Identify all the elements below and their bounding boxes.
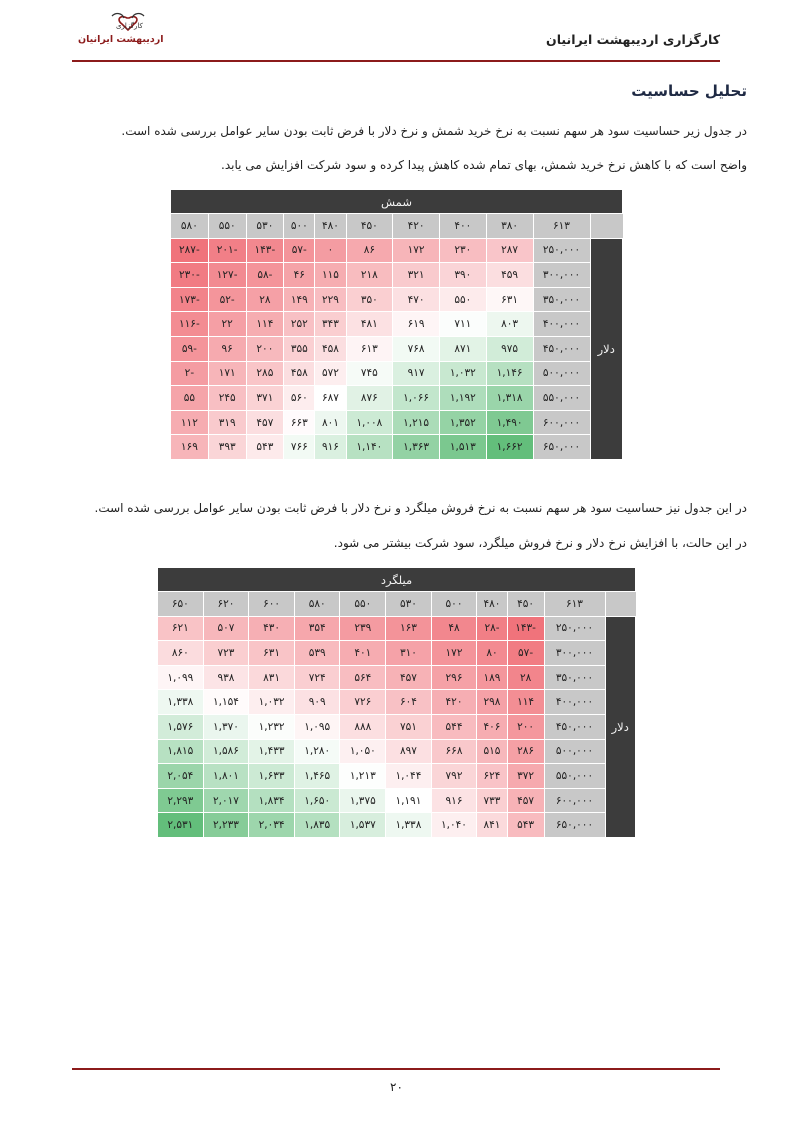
column-header: ۴۲۰ — [393, 214, 440, 239]
column-header: ۵۵۰ — [208, 214, 246, 239]
row-header: ۵۵۰,۰۰۰ — [544, 764, 605, 789]
table-cell: ۱,۸۳۴ — [249, 788, 295, 813]
table-title: شمش — [171, 190, 623, 214]
table-cell: ۲,۵۳۱ — [158, 813, 204, 838]
table-cell: ۵۴۳ — [246, 435, 284, 460]
paragraph-3: در این جدول نیز حساسیت سود هر سهم نسبت به نرخ فروش میلگرد و نرخ دلار با فرض ثابت بودن سایر عوامل بررسی شده است. — [94, 501, 747, 515]
table-cell: ۶۱۹ — [393, 312, 440, 337]
table-cell: ۵۳۹ — [294, 641, 340, 666]
column-header: ۶۲۰ — [203, 592, 249, 617]
table-cell: ۱,۰۳۲ — [440, 361, 487, 386]
table-cell: ۱,۴۳۳ — [249, 739, 295, 764]
table-cell: -۱۲۷ — [208, 263, 246, 288]
table-cell: ۹۱۶ — [315, 435, 346, 460]
table-cell: ۸۶۰ — [158, 641, 204, 666]
table-cell: ۸۰۱ — [315, 410, 346, 435]
row-header: ۵۵۰,۰۰۰ — [533, 386, 590, 411]
table-cell: ۸۳۱ — [249, 665, 295, 690]
table-cell: -۲۳۰ — [171, 263, 209, 288]
table-cell: ۷۲۴ — [294, 665, 340, 690]
column-header: ۵۵۰ — [340, 592, 386, 617]
table-cell: ۵۱۵ — [477, 739, 507, 764]
table-cell: ۱,۵۳۷ — [340, 813, 386, 838]
table-row — [158, 788, 636, 813]
table-cell: ۸۹۷ — [386, 739, 432, 764]
row-header: ۳۵۰,۰۰۰ — [544, 665, 605, 690]
table-cell: ۲,۰۱۷ — [203, 788, 249, 813]
table-cell: ۳۲۱ — [393, 263, 440, 288]
table-cell: -۱۱۶ — [171, 312, 209, 337]
table-cell: ۱,۳۷۰ — [203, 714, 249, 739]
table-cell: -۱۷۳ — [171, 287, 209, 312]
table-cell: ۱,۳۳۸ — [386, 813, 432, 838]
table-cell: -۲۸ — [477, 616, 507, 641]
table-cell: ۲۴۵ — [208, 386, 246, 411]
column-header: ۵۳۰ — [386, 592, 432, 617]
column-header: ۴۵۰ — [507, 592, 544, 617]
table-cell: ۳۱۰ — [386, 641, 432, 666]
table-cell: ۱,۰۵۰ — [340, 739, 386, 764]
table-cell: ۷۶۸ — [393, 336, 440, 361]
table-cell: -۵۷ — [284, 238, 315, 263]
table-cell: ۲,۲۳۳ — [203, 813, 249, 838]
table-cell: ۱,۶۵۰ — [294, 788, 340, 813]
table-cell: ۶۳۱ — [249, 641, 295, 666]
table-cell: ۹۰۹ — [294, 690, 340, 715]
logo-subtitle: کارگزاری — [116, 22, 143, 30]
table-cell: -۲ — [171, 361, 209, 386]
table-cell: ۳۵۰ — [346, 287, 393, 312]
column-header: ۵۰۰ — [284, 214, 315, 239]
table-row — [158, 714, 636, 739]
table-cell: ۲۸۵ — [246, 361, 284, 386]
table-cell: ۶۸۷ — [315, 386, 346, 411]
table-title: میلگرد — [158, 568, 636, 592]
table-cell: ۲۲۹ — [315, 287, 346, 312]
table-cell: ۱,۴۶۵ — [294, 764, 340, 789]
table-cell: ۱۶۹ — [171, 435, 209, 460]
table-cell: ۶۶۳ — [284, 410, 315, 435]
table-cell: ۴۵۸ — [284, 361, 315, 386]
table-cell: ۱,۲۸۰ — [294, 739, 340, 764]
paragraph-4: در این حالت، با افزایش نرخ دلار و نرخ فروش میلگرد، سود شرکت بیشتر می شود. — [333, 536, 747, 550]
sensitivity-table-billet — [170, 189, 623, 460]
table-cell: ۱,۵۸۶ — [203, 739, 249, 764]
table-row — [158, 665, 636, 690]
table-cell: ۸۰ — [477, 641, 507, 666]
logo-text: اردیبهشت ایرانیان — [78, 34, 164, 45]
table-row — [158, 739, 636, 764]
column-header: ۴۰۰ — [440, 214, 487, 239]
table-cell: ۱۱۲ — [171, 410, 209, 435]
row-header: ۴۵۰,۰۰۰ — [544, 714, 605, 739]
row-header: ۶۵۰,۰۰۰ — [533, 435, 590, 460]
table-cell: ۹۶ — [208, 336, 246, 361]
table-cell: ۱۸۹ — [477, 665, 507, 690]
column-header: ۴۵۰ — [346, 214, 393, 239]
table-cell: ۲۳۰ — [440, 238, 487, 263]
table-cell: ۵۴۴ — [431, 714, 477, 739]
table-cell: ۲,۰۵۴ — [158, 764, 204, 789]
column-header: ۵۰۰ — [431, 592, 477, 617]
table-cell: ۷۲۳ — [203, 641, 249, 666]
table-cell: ۱,۱۹۱ — [386, 788, 432, 813]
table-cell: ۸۶ — [346, 238, 393, 263]
table-cell: ۵۶۴ — [340, 665, 386, 690]
table-cell: ۵۵ — [171, 386, 209, 411]
table-cell: ۴۷۰ — [393, 287, 440, 312]
table-cell: ۱۷۲ — [393, 238, 440, 263]
table-cell: ۵۶۰ — [284, 386, 315, 411]
table-cell: ۴۸۱ — [346, 312, 393, 337]
table-cell: -۵۲ — [208, 287, 246, 312]
table-cell: ۶۰۴ — [386, 690, 432, 715]
table-cell: ۳۵۵ — [284, 336, 315, 361]
table-row — [171, 238, 623, 263]
table-cell: -۵۷ — [507, 641, 544, 666]
table-cell: ۴۲۰ — [431, 690, 477, 715]
table-cell: ۶۶۸ — [431, 739, 477, 764]
table-cell: ۸۸۸ — [340, 714, 386, 739]
footer-divider — [72, 1068, 720, 1070]
table-cell: ۱,۵۱۳ — [440, 435, 487, 460]
column-header: ۴۸۰ — [477, 592, 507, 617]
table-cell: ۱,۰۳۲ — [249, 690, 295, 715]
table-cell: ۱,۳۳۸ — [158, 690, 204, 715]
table-cell: ۱,۵۷۶ — [158, 714, 204, 739]
table-cell: -۲۸۷ — [171, 238, 209, 263]
row-header: ۶۰۰,۰۰۰ — [533, 410, 590, 435]
table-cell: ۶۲۴ — [477, 764, 507, 789]
table-cell: ۹۱۷ — [393, 361, 440, 386]
table-cell: ۳۱۹ — [208, 410, 246, 435]
table-cell: ۵۵۰ — [440, 287, 487, 312]
table-row — [171, 263, 623, 288]
table-cell: -۵۸ — [246, 263, 284, 288]
table-cell: ۱,۱۴۰ — [346, 435, 393, 460]
table-cell: ۱۶۳ — [386, 616, 432, 641]
column-header: ۴۸۰ — [315, 214, 346, 239]
table-cell: ۱۱۴ — [507, 690, 544, 715]
row-dimension-label: دلار — [605, 616, 636, 837]
table-cell: ۱,۸۱۵ — [158, 739, 204, 764]
table-cell: ۱,۰۹۹ — [158, 665, 204, 690]
header-divider — [72, 60, 720, 62]
table-cell: ۳۹۳ — [208, 435, 246, 460]
table-cell: ۹۷۵ — [486, 336, 533, 361]
table-cell: ۳۹۰ — [440, 263, 487, 288]
table-cell: ۱,۳۱۸ — [486, 386, 533, 411]
table-cell: ۲۸۷ — [486, 238, 533, 263]
table-cell: ۲۰۰ — [246, 336, 284, 361]
table-row — [158, 813, 636, 838]
table-row — [158, 764, 636, 789]
column-header: ۶۰۰ — [249, 592, 295, 617]
table-cell: ۱,۳۵۲ — [440, 410, 487, 435]
table-cell: ۱,۰۶۶ — [393, 386, 440, 411]
table-row — [171, 336, 623, 361]
table-cell: ۲۲ — [208, 312, 246, 337]
table-cell: ۱۴۹ — [284, 287, 315, 312]
table-cell: ۴۵۸ — [315, 336, 346, 361]
table-row — [171, 435, 623, 460]
table-cell: ۷۶۶ — [284, 435, 315, 460]
table-cell: ۲۹۸ — [477, 690, 507, 715]
table-row — [158, 690, 636, 715]
table-cell: ۷۵۱ — [386, 714, 432, 739]
table-cell: ۱,۰۴۴ — [386, 764, 432, 789]
table-row — [171, 287, 623, 312]
table-cell: ۵۴۳ — [507, 813, 544, 838]
table-cell: ۲۸ — [246, 287, 284, 312]
table-cell: ۱,۰۴۰ — [431, 813, 477, 838]
column-header: ۵۸۰ — [294, 592, 340, 617]
row-header: ۶۵۰,۰۰۰ — [544, 813, 605, 838]
company-logo — [72, 10, 182, 58]
table-cell: ۲۰۰ — [507, 714, 544, 739]
table-cell: ۴۶ — [284, 263, 315, 288]
table-cell: ۹۱۶ — [431, 788, 477, 813]
table-cell: ۷۳۳ — [477, 788, 507, 813]
page-header — [72, 10, 720, 62]
table-cell: ۱,۳۶۳ — [393, 435, 440, 460]
company-name: کارگزاری اردیبهشت ایرانیان — [546, 32, 720, 47]
table-cell: -۱۴۳ — [507, 616, 544, 641]
table-cell: ۲۹۶ — [431, 665, 477, 690]
table-row — [158, 641, 636, 666]
table-row — [171, 361, 623, 386]
table-cell: -۵۹ — [171, 336, 209, 361]
row-header: ۲۵۰,۰۰۰ — [533, 238, 590, 263]
table-cell: ۶۲۱ — [158, 616, 204, 641]
table-cell: ۲۱۸ — [346, 263, 393, 288]
row-header: ۵۰۰,۰۰۰ — [544, 739, 605, 764]
table-cell: ۵۷۲ — [315, 361, 346, 386]
table-cell: ۰ — [315, 238, 346, 263]
table-cell: ۳۷۲ — [507, 764, 544, 789]
table-cell: ۴۰۶ — [477, 714, 507, 739]
table-cell: ۸۰۳ — [486, 312, 533, 337]
table-cell: ۱,۲۱۵ — [393, 410, 440, 435]
row-header: ۴۵۰,۰۰۰ — [533, 336, 590, 361]
table-cell: ۱,۲۳۲ — [249, 714, 295, 739]
table-cell: ۱,۰۹۵ — [294, 714, 340, 739]
table-cell: ۲,۲۹۳ — [158, 788, 204, 813]
section-title: تحلیل حساسیت — [631, 82, 747, 100]
table-cell: -۲۰۱ — [208, 238, 246, 263]
page-number: ۲۰ — [390, 1080, 403, 1094]
table-cell: ۷۹۲ — [431, 764, 477, 789]
table-row — [158, 616, 636, 641]
sensitivity-table-rebar — [157, 567, 636, 838]
table-cell: ۷۴۵ — [346, 361, 393, 386]
table-cell: ۱۷۲ — [431, 641, 477, 666]
table-cell: ۸۴۱ — [477, 813, 507, 838]
table-corner-spacer — [590, 214, 623, 239]
column-header: ۵۸۰ — [171, 214, 209, 239]
table-cell: ۱,۶۳۳ — [249, 764, 295, 789]
base-case-header: ۶۱۳ — [533, 214, 590, 239]
table-cell: ۲,۰۳۴ — [249, 813, 295, 838]
table-cell: ۴۵۷ — [386, 665, 432, 690]
row-header: ۳۰۰,۰۰۰ — [533, 263, 590, 288]
paragraph-1: در جدول زیر حساسیت سود هر سهم نسبت به نرخ خرید شمش و نرخ دلار با فرض ثابت بودن سایر عوامل بررسی شده است. — [121, 124, 747, 138]
table-cell: ۵۰۷ — [203, 616, 249, 641]
table-cell: ۶۱۳ — [346, 336, 393, 361]
table-cell: ۲۸۶ — [507, 739, 544, 764]
table-cell: ۱۱۵ — [315, 263, 346, 288]
row-header: ۵۰۰,۰۰۰ — [533, 361, 590, 386]
table-cell: ۲۳۹ — [340, 616, 386, 641]
row-header: ۴۰۰,۰۰۰ — [544, 690, 605, 715]
table-cell: ۷۲۶ — [340, 690, 386, 715]
table-cell: ۳۵۴ — [294, 616, 340, 641]
table-cell: ۱,۰۰۸ — [346, 410, 393, 435]
table-row — [171, 386, 623, 411]
table-cell: ۴۵۹ — [486, 263, 533, 288]
table-cell: ۸۷۱ — [440, 336, 487, 361]
table-cell: ۱۱۴ — [246, 312, 284, 337]
row-header: ۶۰۰,۰۰۰ — [544, 788, 605, 813]
table-cell: ۱۷۱ — [208, 361, 246, 386]
table-cell: ۹۳۸ — [203, 665, 249, 690]
table-cell: -۱۴۳ — [246, 238, 284, 263]
paragraph-2: واضح است که با کاهش نرخ خرید شمش، بهای تمام شده کاهش پیدا کرده و سود شرکت افزایش می یابد. — [221, 158, 747, 172]
row-header: ۳۰۰,۰۰۰ — [544, 641, 605, 666]
row-header: ۴۰۰,۰۰۰ — [533, 312, 590, 337]
table-cell: ۴۰۱ — [340, 641, 386, 666]
table-cell: ۱,۶۶۲ — [486, 435, 533, 460]
table-cell: ۱,۳۷۵ — [340, 788, 386, 813]
table-cell: ۴۸ — [431, 616, 477, 641]
table-cell: ۲۵۲ — [284, 312, 315, 337]
table-cell: ۱,۸۰۱ — [203, 764, 249, 789]
column-header: ۵۳۰ — [246, 214, 284, 239]
table-cell: ۷۱۱ — [440, 312, 487, 337]
table-cell: ۱,۱۴۶ — [486, 361, 533, 386]
table-cell: ۳۷۱ — [246, 386, 284, 411]
base-case-header: ۶۱۳ — [544, 592, 605, 617]
row-dimension-label: دلار — [590, 238, 623, 459]
row-header: ۲۵۰,۰۰۰ — [544, 616, 605, 641]
table-cell: ۴۳۰ — [249, 616, 295, 641]
column-header: ۶۵۰ — [158, 592, 204, 617]
table-cell: ۸۷۶ — [346, 386, 393, 411]
table-cell: ۴۵۷ — [246, 410, 284, 435]
table-cell: ۱,۱۹۲ — [440, 386, 487, 411]
table-cell: ۴۵۷ — [507, 788, 544, 813]
table-row — [171, 410, 623, 435]
table-row — [171, 312, 623, 337]
table-cell: ۳۴۳ — [315, 312, 346, 337]
table-cell: ۱,۴۹۰ — [486, 410, 533, 435]
table-cell: ۲۸ — [507, 665, 544, 690]
table-cell: ۱,۸۳۵ — [294, 813, 340, 838]
table-corner-spacer — [605, 592, 636, 617]
row-header: ۳۵۰,۰۰۰ — [533, 287, 590, 312]
table-cell: ۶۳۱ — [486, 287, 533, 312]
column-header: ۳۸۰ — [486, 214, 533, 239]
table-cell: ۱,۲۱۳ — [340, 764, 386, 789]
table-cell: ۱,۱۵۴ — [203, 690, 249, 715]
